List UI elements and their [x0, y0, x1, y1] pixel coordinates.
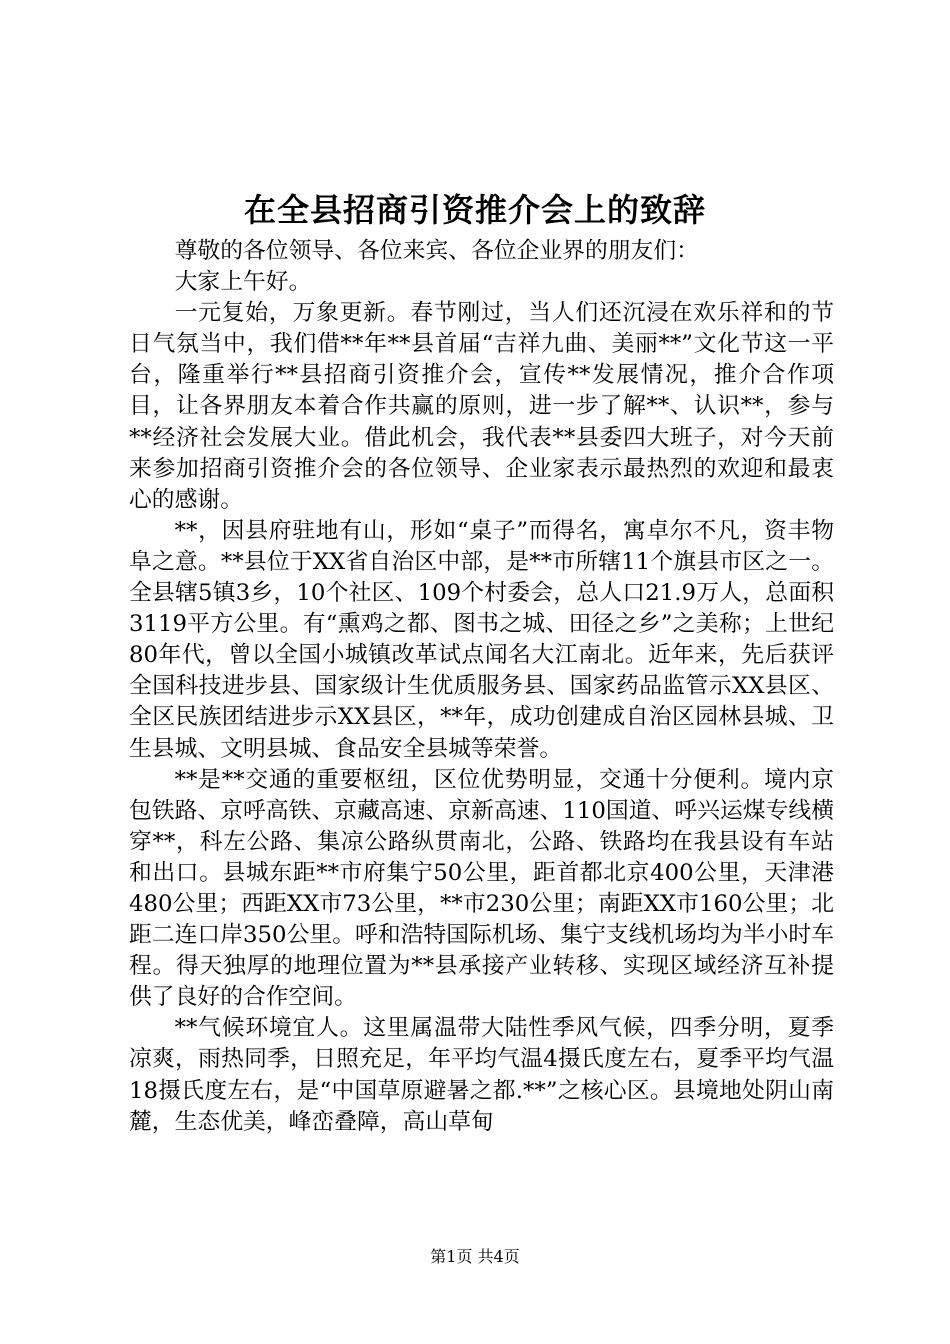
page-number-footer: 第1页 共4页 — [430, 1247, 520, 1266]
greeting-paragraph: 大家上午好。 — [174, 269, 312, 296]
document-body — [129, 236, 834, 1138]
body-paragraph: **气候环境宜人。这里属温带大陆性季风气候，四季分明，夏季凉爽，雨热同季，日照充足，年平均气温4摄氏度左右，夏季平均气温18摄氏度左右，是“中国草原避暑之都.**”之核心区。县境地处阴山南麓，生态优美，峰峦叠障，高山草甸 — [129, 1015, 834, 1135]
salutation-paragraph: 尊敬的各位领导、各位来宾、各位企业界的朋友们： — [174, 238, 699, 264]
body-paragraph: **是**交通的重要枢纽，区位优势明显，交通十分便利。境内京包铁路、京呼高铁、京藏高速、京新高速、110国道、呼兴运煤专线横穿**，科左公路、集凉公路纵贯南北，公路、铁路均在我县设有车站和出口。县城东距**市府集宁50公里，距首都北京400公里，天津港480公里；西距XX市73公里，**市230公里；南距XX市160公里；北距二连口岸350公里。呼和浩特国际机场、集宁支线机场均为半小时车程。得天独厚的地理位置为**县承接产业转移、实现区域经济互补提供了良好的合作空间。 — [129, 766, 834, 1011]
body-paragraph: 一元复始，万象更新。春节刚过，当人们还沉浸在欢乐祥和的节日气氛当中，我们借**年**县首届“吉祥九曲、美丽**”文化节这一平台，隆重举行**县招商引资推介会，宣传**发展情况，推介合作项目，让各界朋友本着合作共赢的原则，进一步了解**、认识**，参与**经济社会发展大业。借此机会，我代表**县委四大班子，对今天前来参加招商引资推介会的各位领导、企业家表示最热烈的欢迎和最衷心的感谢。 — [129, 300, 834, 513]
body-paragraph: **，因县府驻地有山，形如“桌子”而得名，寓卓尔不凡，资丰物阜之意。**县位于XX省自治区中部，是**市所辖11个旗县市区之一。全县辖5镇3乡，10个社区、109个村委会，总人口21.9万人，总面积3119平方公里。有“熏鸡之都、图书之城、田径之乡”之美称；上世纪80年代，曾以全国小城镇改革试点闻名大江南北。近年来，先后获评全国科技进步县、国家级计生优质服务县、国家药品监管示XX县区、全区民族团结进步示XX县区，**年，成功创建成自治区园林县城、卫生县城、文明县城、食品安全县城等荣誉。 — [129, 517, 834, 762]
document-title: 在全县招商引资推介会上的致辞 — [243, 191, 706, 229]
